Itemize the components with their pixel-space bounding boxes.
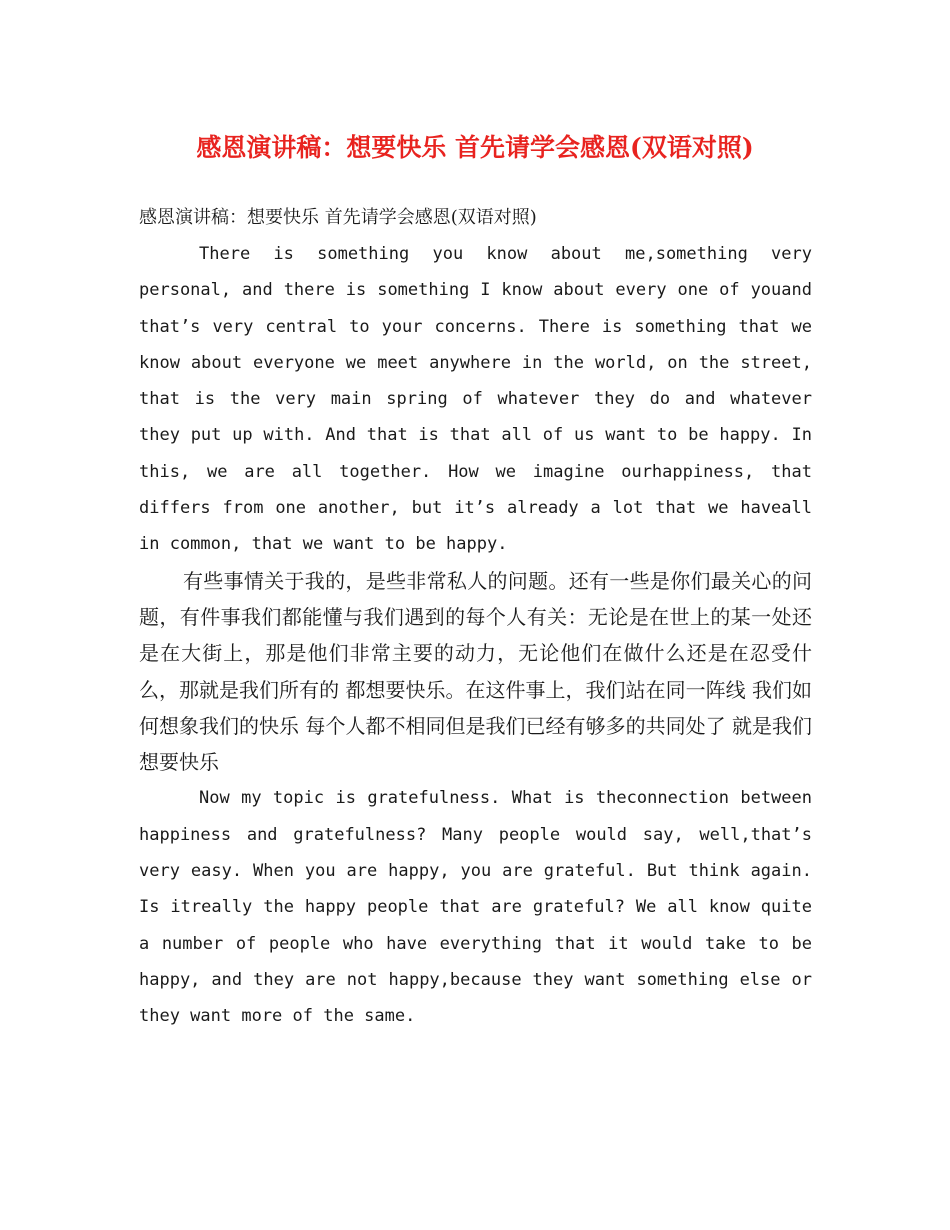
document-subtitle: 感恩演讲稿：想要快乐 首先请学会感恩(双语对照)	[139, 207, 537, 228]
paragraph-chinese-1: 有些事情关于我的，是些非常私人的问题。还有一些是你们最关心的问题，有件事我们都能懂与我们遇到的每个人有关：无论是在世上的某一处还是在大街上，那是他们非常主要的动力，无论他们在做什么还是在忍受什么，那就是我们所有的 都想要快乐。在这件事上，我们站在同一阵线 我们如何想象我们的快乐 每个人都不相同但是我们已经有够多的共同处了 就是我们想要快乐	[139, 568, 812, 775]
document-title: 感恩演讲稿：想要快乐 首先请学会感恩(双语对照)	[196, 133, 754, 162]
paragraph-english-2: Now my topic is gratefulness. What is theconnection between happiness and gratefulness? Many people would say, well,that’s very easy. When you are happy, you are grateful. But think again. Is itreally the happy people that are grateful? We all know quite a number of people who have everything that it would take to be happy, and they are not happy,because they want something else or they want more of the same.	[139, 788, 812, 1027]
paragraph-english-1: There is something you know about me,something very personal, and there is something I know about every one of youand that’s very central to your concerns. There is something that we know about everyone we meet anywhere in the world, on the street, that is the very main spring of whatever they do and whatever they put up with. And that is that all of us want to be happy. In this, we are all together. How we imagine ourhappiness, that differs from one another, but it’s already a lot that we haveall in common, that we want to be happy.	[139, 244, 812, 555]
document-body	[139, 200, 812, 1035]
